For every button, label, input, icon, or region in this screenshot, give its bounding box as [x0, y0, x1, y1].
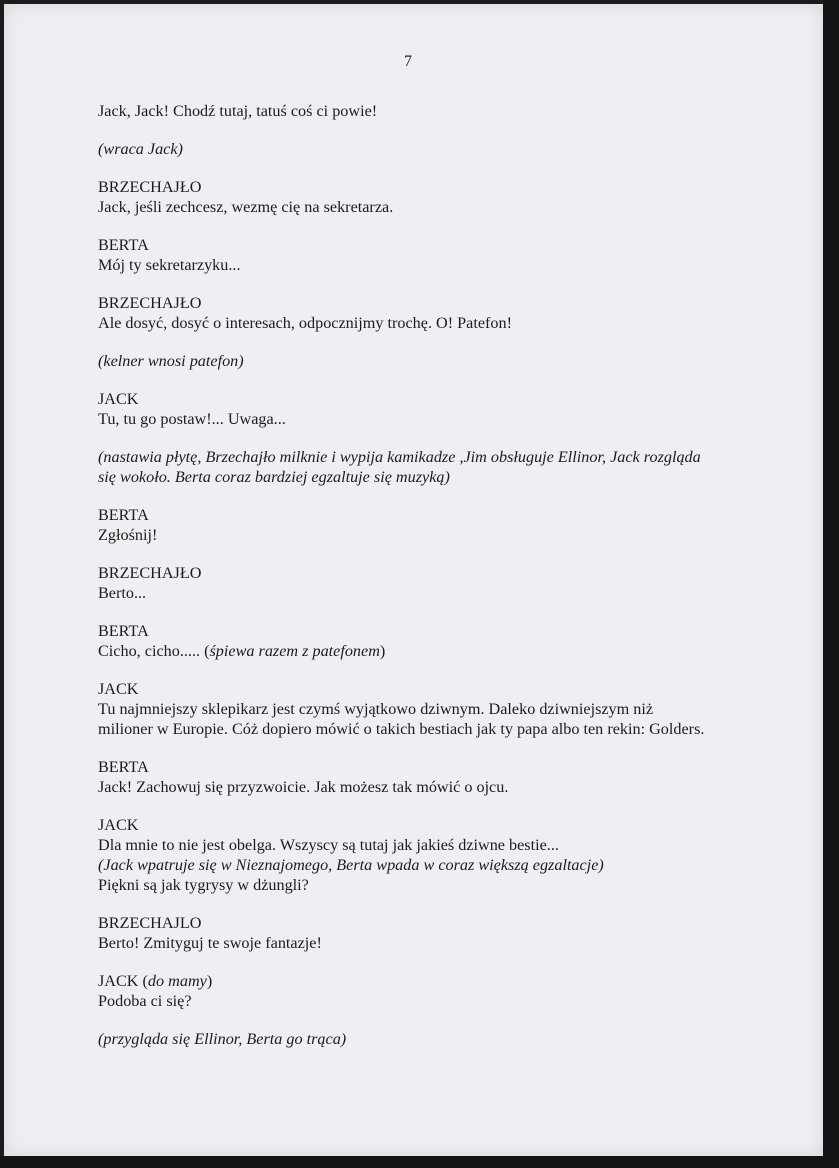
- dialogue-block: [98, 757, 738, 797]
- dialogue-line: milioner w Europie. Cóż dopiero mówić o takich bestiach jak ty papa albo ten rekin: Golders.: [98, 720, 705, 738]
- speaker-name: BRZECHAJŁO: [98, 294, 202, 312]
- dialogue-line: Mój ty sekretarzyku...: [98, 256, 241, 274]
- speaker-name: BERTA: [98, 236, 149, 254]
- dialogue-line: Zgłośnij!: [98, 526, 158, 544]
- dialogue-block: [98, 971, 738, 1011]
- dialogue-line: Berto...: [98, 584, 147, 602]
- page-number: 7: [404, 53, 412, 70]
- dialogue-block: [98, 235, 738, 275]
- dialogue-block: [98, 293, 738, 333]
- stage-direction: [98, 351, 738, 371]
- stage-direction: [98, 447, 738, 487]
- dialogue-line: Tu najmniejszy sklepikarz jest czymś wyjątkowo dziwnym. Daleko dziwniejszym niż: [98, 700, 654, 718]
- stage-direction-text: (kelner wnosi patefon): [98, 352, 244, 370]
- inline-stage-direction: do mamy: [147, 972, 207, 990]
- speaker-name: BRZECHAJŁO: [98, 564, 202, 582]
- dialogue-line: Berto! Zmityguj te swoje fantazje!: [98, 934, 322, 952]
- dialogue-block: [98, 621, 738, 661]
- stage-direction-text: (wraca Jack): [98, 140, 183, 158]
- dialogue-line: Dla mnie to nie jest obelga. Wszyscy są tutaj jak jakieś dziwne bestie...: [98, 836, 559, 854]
- dialogue-block: [98, 389, 738, 429]
- stage-direction: [98, 1029, 738, 1049]
- speaker-name: BRZECHAJLO: [98, 914, 202, 932]
- dialogue-line: Jack, jeśli zechcesz, wezmę cię na sekretarza.: [98, 198, 394, 216]
- speaker-name: JACK: [98, 680, 139, 698]
- stage-direction-text: (nastawia płytę, Brzechajło milknie i wypija kamikadze ,Jim obsługuje Ellinor, Jack rozgląda: [98, 448, 701, 466]
- stage-direction-text: (przygląda się Ellinor, Berta go trąca): [98, 1030, 347, 1048]
- closing-paren: ): [379, 642, 386, 660]
- dialogue-line: [98, 641, 738, 661]
- script-text: [98, 101, 738, 1067]
- dialogue-text: Cicho, cicho..... (: [98, 642, 210, 660]
- dialogue-line: Tu, tu go postaw!... Uwaga...: [98, 410, 286, 428]
- scan-edge-right: [823, 0, 839, 1168]
- closing-paren: ): [206, 972, 213, 990]
- dialogue-block: [98, 679, 738, 739]
- dialogue-block: [98, 913, 738, 953]
- dialogue-line: Podoba ci się?: [98, 992, 192, 1010]
- dialogue-block: [98, 815, 738, 895]
- dialogue-block: [98, 177, 738, 217]
- dialogue-line: Piękni są jak tygrysy w dżungli?: [98, 876, 309, 894]
- speaker-name: JACK: [98, 816, 139, 834]
- speaker-name: BRZECHAJŁO: [98, 178, 202, 196]
- scan-edge-bottom: [0, 1156, 839, 1168]
- dialogue-block: [98, 101, 738, 121]
- speaker-name: [98, 971, 738, 991]
- speaker-name: BERTA: [98, 622, 149, 640]
- speaker-name: BERTA: [98, 758, 149, 776]
- stage-direction: [98, 139, 738, 159]
- dialogue-line: Jack! Zachowuj się przyzwoicie. Jak możesz tak mówić o ojcu.: [98, 778, 509, 796]
- speaker-text: JACK (: [98, 972, 148, 990]
- inline-stage-direction: śpiewa razem z patefonem: [209, 642, 380, 660]
- dialogue-block: [98, 505, 738, 545]
- inline-stage-direction: (Jack wpatruje się w Nieznajomego, Berta wpada w coraz większą egzaltacje): [98, 856, 604, 874]
- dialogue-line: Jack, Jack! Chodź tutaj, tatuś coś ci powie!: [98, 102, 378, 120]
- stage-direction-text: się wokoło. Berta coraz bardziej egzaltuje się muzyką): [98, 468, 450, 486]
- dialogue-block: [98, 563, 738, 603]
- speaker-name: BERTA: [98, 506, 149, 524]
- speaker-name: JACK: [98, 390, 139, 408]
- dialogue-line: Ale dosyć, dosyć o interesach, odpocznijmy trochę. O! Patefon!: [98, 314, 513, 332]
